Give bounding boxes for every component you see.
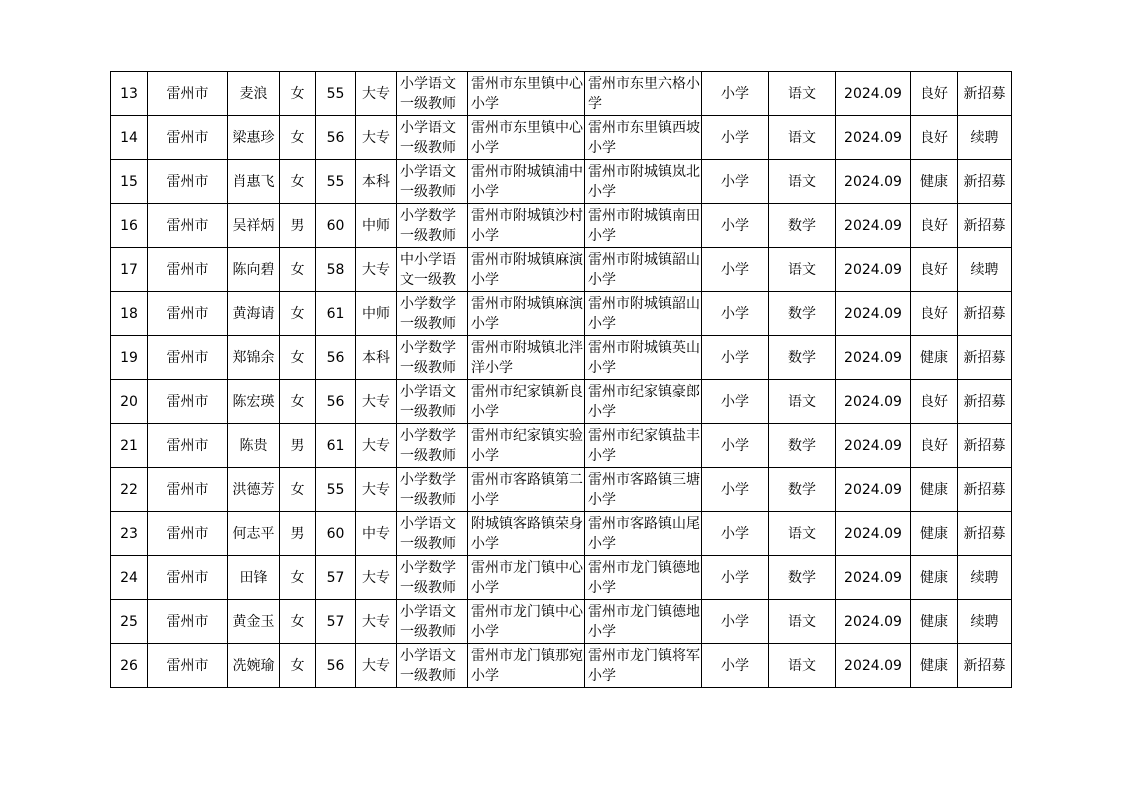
cell-target-school: 雷州市纪家镇盐丰小学 [585,424,702,468]
cell-subject: 数学 [769,204,836,248]
cell-target-school: 雷州市附城镇韶山小学 [585,292,702,336]
cell-index: 24 [111,556,148,600]
teacher-roster-table [110,71,1012,688]
cell-index: 21 [111,424,148,468]
cell-age: 60 [316,512,356,556]
cell-subject: 数学 [769,292,836,336]
table-body [111,72,1012,688]
cell-target-school: 雷州市纪家镇豪郎小学 [585,380,702,424]
cell-title: 小学数学一级教师 [397,292,468,336]
table-row [111,116,1012,160]
cell-origin-school: 雷州市纪家镇新良小学 [468,380,585,424]
cell-gender: 男 [280,424,316,468]
cell-type: 新招募 [958,204,1012,248]
cell-health: 健康 [911,644,958,688]
cell-level: 小学 [702,556,769,600]
cell-origin-school: 雷州市龙门镇中心小学 [468,556,585,600]
cell-city: 雷州市 [148,248,228,292]
cell-start-date: 2024.09 [836,292,911,336]
cell-target-school: 雷州市龙门镇德地小学 [585,556,702,600]
cell-name: 梁惠珍 [228,116,280,160]
cell-gender: 女 [280,160,316,204]
cell-education: 大专 [356,116,397,160]
cell-target-school: 雷州市客路镇山尾小学 [585,512,702,556]
cell-title: 小学数学一级教师 [397,556,468,600]
cell-type: 新招募 [958,380,1012,424]
cell-subject: 数学 [769,556,836,600]
cell-start-date: 2024.09 [836,336,911,380]
cell-level: 小学 [702,644,769,688]
cell-index: 19 [111,336,148,380]
cell-gender: 女 [280,72,316,116]
cell-subject: 语文 [769,160,836,204]
cell-health: 良好 [911,248,958,292]
table-row [111,556,1012,600]
cell-city: 雷州市 [148,424,228,468]
table-row [111,512,1012,556]
cell-level: 小学 [702,160,769,204]
cell-health: 健康 [911,336,958,380]
cell-start-date: 2024.09 [836,424,911,468]
cell-origin-school: 附城镇客路镇荣身小学 [468,512,585,556]
cell-subject: 数学 [769,336,836,380]
cell-level: 小学 [702,424,769,468]
cell-type: 新招募 [958,424,1012,468]
cell-type: 新招募 [958,336,1012,380]
cell-index: 14 [111,116,148,160]
cell-education: 中师 [356,292,397,336]
cell-city: 雷州市 [148,600,228,644]
cell-gender: 女 [280,556,316,600]
cell-gender: 女 [280,380,316,424]
cell-health: 良好 [911,72,958,116]
table-row [111,468,1012,512]
table-row [111,644,1012,688]
cell-subject: 语文 [769,380,836,424]
cell-gender: 女 [280,116,316,160]
cell-title: 小学数学一级教师 [397,424,468,468]
table-row [111,424,1012,468]
cell-title: 小学数学一级教师 [397,204,468,248]
cell-education: 本科 [356,160,397,204]
table-row [111,160,1012,204]
cell-index: 15 [111,160,148,204]
cell-age: 61 [316,424,356,468]
cell-city: 雷州市 [148,336,228,380]
table-row [111,292,1012,336]
cell-target-school: 雷州市客路镇三塘小学 [585,468,702,512]
cell-subject: 语文 [769,248,836,292]
cell-level: 小学 [702,248,769,292]
cell-health: 健康 [911,512,958,556]
cell-health: 良好 [911,204,958,248]
cell-origin-school: 雷州市客路镇第二小学 [468,468,585,512]
cell-start-date: 2024.09 [836,72,911,116]
table-row [111,600,1012,644]
cell-level: 小学 [702,292,769,336]
cell-education: 大专 [356,600,397,644]
cell-city: 雷州市 [148,72,228,116]
cell-origin-school: 雷州市东里镇中心小学 [468,116,585,160]
cell-type: 新招募 [958,72,1012,116]
cell-target-school: 雷州市东里六格小学 [585,72,702,116]
cell-type: 续聘 [958,116,1012,160]
cell-name: 陈宏瑛 [228,380,280,424]
cell-subject: 数学 [769,424,836,468]
cell-origin-school: 雷州市纪家镇实验小学 [468,424,585,468]
table-row [111,248,1012,292]
cell-start-date: 2024.09 [836,116,911,160]
cell-title: 小学语文一级教师 [397,116,468,160]
cell-level: 小学 [702,380,769,424]
cell-name: 吴祥炳 [228,204,280,248]
cell-title: 小学语文一级教师 [397,644,468,688]
cell-age: 56 [316,336,356,380]
cell-index: 23 [111,512,148,556]
cell-type: 新招募 [958,512,1012,556]
cell-age: 56 [316,116,356,160]
cell-index: 25 [111,600,148,644]
cell-start-date: 2024.09 [836,644,911,688]
cell-gender: 女 [280,644,316,688]
cell-target-school: 雷州市附城镇南田小学 [585,204,702,248]
cell-health: 健康 [911,468,958,512]
cell-start-date: 2024.09 [836,160,911,204]
table-row [111,72,1012,116]
cell-age: 55 [316,160,356,204]
table-row [111,380,1012,424]
cell-start-date: 2024.09 [836,248,911,292]
cell-origin-school: 雷州市附城镇麻演小学 [468,248,585,292]
cell-health: 健康 [911,556,958,600]
cell-origin-school: 雷州市附城镇沙村小学 [468,204,585,248]
cell-subject: 数学 [769,468,836,512]
cell-target-school: 雷州市附城镇韶山小学 [585,248,702,292]
cell-target-school: 雷州市龙门镇德地小学 [585,600,702,644]
cell-start-date: 2024.09 [836,512,911,556]
cell-city: 雷州市 [148,380,228,424]
cell-origin-school: 雷州市东里镇中心小学 [468,72,585,116]
cell-type: 续聘 [958,248,1012,292]
cell-gender: 女 [280,600,316,644]
cell-title: 小学数学一级教师 [397,336,468,380]
cell-type: 新招募 [958,468,1012,512]
cell-index: 20 [111,380,148,424]
cell-gender: 女 [280,248,316,292]
cell-start-date: 2024.09 [836,380,911,424]
cell-education: 本科 [356,336,397,380]
cell-index: 13 [111,72,148,116]
cell-health: 良好 [911,380,958,424]
cell-name: 陈贵 [228,424,280,468]
cell-origin-school: 雷州市龙门镇那宛小学 [468,644,585,688]
cell-start-date: 2024.09 [836,600,911,644]
cell-gender: 男 [280,512,316,556]
cell-start-date: 2024.09 [836,468,911,512]
cell-education: 大专 [356,72,397,116]
cell-city: 雷州市 [148,468,228,512]
cell-index: 16 [111,204,148,248]
cell-target-school: 雷州市附城镇英山小学 [585,336,702,380]
cell-subject: 语文 [769,644,836,688]
cell-age: 57 [316,556,356,600]
cell-education: 中师 [356,204,397,248]
cell-age: 55 [316,468,356,512]
cell-index: 26 [111,644,148,688]
cell-age: 56 [316,644,356,688]
cell-origin-school: 雷州市附城镇浦中小学 [468,160,585,204]
cell-origin-school: 雷州市附城镇北泮洋小学 [468,336,585,380]
cell-title: 小学语文一级教师 [397,72,468,116]
cell-subject: 语文 [769,512,836,556]
cell-start-date: 2024.09 [836,204,911,248]
cell-name: 何志平 [228,512,280,556]
cell-age: 56 [316,380,356,424]
cell-origin-school: 雷州市龙门镇中心小学 [468,600,585,644]
cell-level: 小学 [702,336,769,380]
cell-level: 小学 [702,204,769,248]
cell-level: 小学 [702,512,769,556]
cell-city: 雷州市 [148,204,228,248]
cell-origin-school: 雷州市附城镇麻演小学 [468,292,585,336]
cell-health: 良好 [911,424,958,468]
cell-health: 健康 [911,600,958,644]
cell-subject: 语文 [769,72,836,116]
cell-level: 小学 [702,72,769,116]
cell-type: 新招募 [958,292,1012,336]
cell-target-school: 雷州市龙门镇将军小学 [585,644,702,688]
cell-gender: 女 [280,292,316,336]
cell-index: 17 [111,248,148,292]
cell-name: 黄金玉 [228,600,280,644]
cell-title: 小学语文一级教师 [397,512,468,556]
cell-name: 陈向碧 [228,248,280,292]
cell-name: 冼婉瑜 [228,644,280,688]
cell-health: 健康 [911,160,958,204]
table-row [111,336,1012,380]
cell-education: 大专 [356,248,397,292]
cell-education: 大专 [356,380,397,424]
cell-age: 60 [316,204,356,248]
cell-title: 中小学语文一级教 [397,248,468,292]
cell-name: 麦浪 [228,72,280,116]
cell-city: 雷州市 [148,116,228,160]
cell-subject: 语文 [769,116,836,160]
cell-city: 雷州市 [148,556,228,600]
cell-title: 小学数学一级教师 [397,468,468,512]
cell-index: 18 [111,292,148,336]
cell-gender: 女 [280,336,316,380]
cell-age: 57 [316,600,356,644]
table-row [111,204,1012,248]
cell-index: 22 [111,468,148,512]
cell-title: 小学语文一级教师 [397,600,468,644]
cell-name: 田锋 [228,556,280,600]
cell-age: 58 [316,248,356,292]
cell-education: 中专 [356,512,397,556]
cell-education: 大专 [356,556,397,600]
cell-health: 良好 [911,292,958,336]
cell-title: 小学语文一级教师 [397,380,468,424]
cell-level: 小学 [702,116,769,160]
cell-education: 大专 [356,644,397,688]
cell-gender: 女 [280,468,316,512]
cell-name: 黄海请 [228,292,280,336]
cell-education: 大专 [356,468,397,512]
cell-city: 雷州市 [148,644,228,688]
cell-education: 大专 [356,424,397,468]
cell-type: 新招募 [958,160,1012,204]
cell-target-school: 雷州市东里镇西坡小学 [585,116,702,160]
cell-age: 55 [316,72,356,116]
cell-type: 续聘 [958,600,1012,644]
cell-subject: 语文 [769,600,836,644]
cell-title: 小学语文一级教师 [397,160,468,204]
cell-name: 洪德芳 [228,468,280,512]
cell-city: 雷州市 [148,160,228,204]
cell-target-school: 雷州市附城镇岚北小学 [585,160,702,204]
cell-age: 61 [316,292,356,336]
cell-name: 郑锦余 [228,336,280,380]
cell-name: 肖惠飞 [228,160,280,204]
cell-start-date: 2024.09 [836,556,911,600]
cell-level: 小学 [702,468,769,512]
cell-gender: 男 [280,204,316,248]
cell-type: 新招募 [958,644,1012,688]
cell-type: 续聘 [958,556,1012,600]
cell-health: 良好 [911,116,958,160]
cell-city: 雷州市 [148,512,228,556]
cell-level: 小学 [702,600,769,644]
cell-city: 雷州市 [148,292,228,336]
